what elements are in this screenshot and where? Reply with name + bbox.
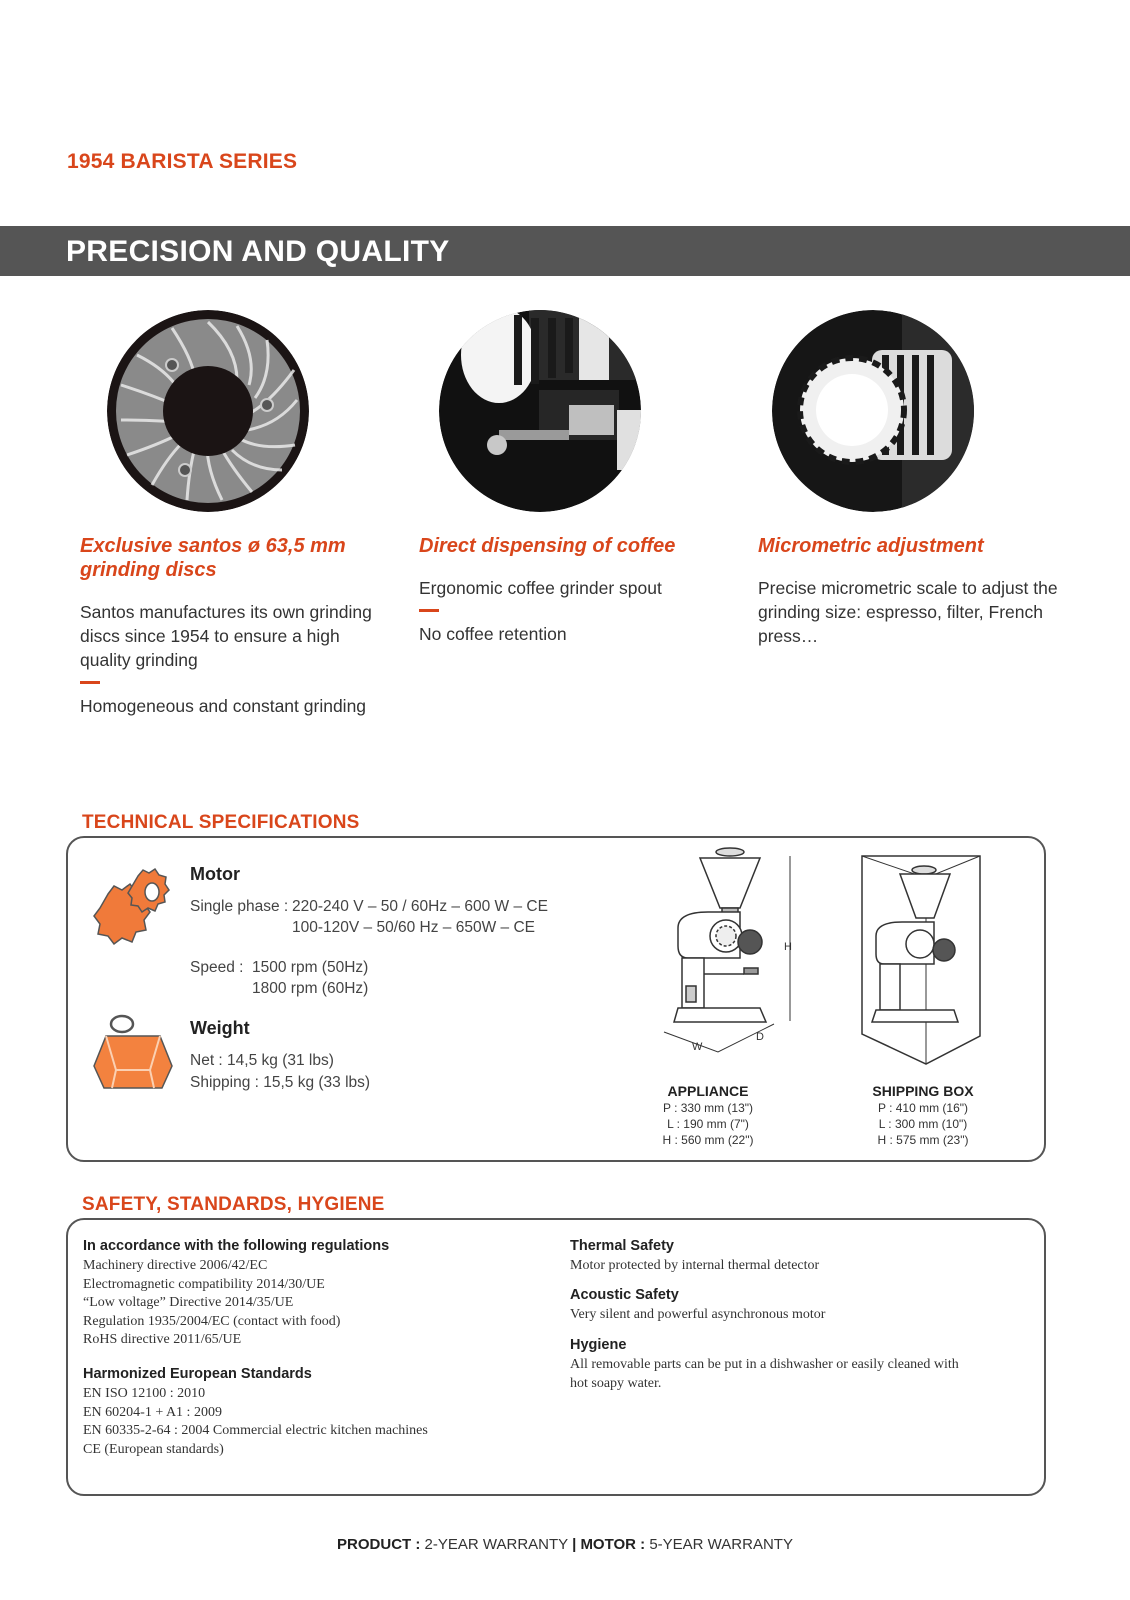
regulation-item: Electromagnetic compatibility 2014/30/UE [83, 1276, 325, 1292]
feature-item: Homogeneous and constant grinding [80, 696, 367, 716]
feature-item: Precise micrometric scale to adjust the grinding size: espresso, filter, French press… [758, 578, 1058, 646]
safety-box [66, 1218, 1046, 1496]
warranty-footer [0, 1536, 1130, 1553]
regulations-list [83, 1257, 543, 1350]
weight-net: Net : 14,5 kg (31 lbs) [190, 1052, 334, 1069]
weight-shipping: Shipping : 15,5 kg (33 lbs) [190, 1074, 371, 1091]
weight-heading: Weight [190, 1018, 250, 1038]
thermal-heading: Thermal Safety [570, 1238, 674, 1254]
feature-title: Direct dispensing of coffee [419, 535, 676, 557]
shipping-box-h: H : 575 mm (23") [877, 1133, 969, 1147]
series-title: 1954 BARISTA SERIES [67, 150, 298, 173]
appliance-title: APPLIANCE [667, 1083, 749, 1099]
standard-item: EN 60204-1 + A1 : 2009 [83, 1404, 222, 1420]
product-warranty-value: 2-YEAR WARRANTY [424, 1536, 568, 1553]
acoustic-heading: Acoustic Safety [570, 1287, 679, 1303]
tech-specs-box [66, 836, 1046, 1162]
motor-warranty-value: 5-YEAR WARRANTY [649, 1536, 793, 1553]
banner [0, 226, 1130, 276]
micrometric-dial-photo [772, 310, 974, 512]
shipping-box-drawing [858, 854, 990, 1066]
appliance-l: L : 190 mm (7") [667, 1117, 749, 1131]
appliance-caption [638, 1082, 778, 1148]
standard-item: EN ISO 12100 : 2010 [83, 1386, 206, 1401]
product-warranty-label: PRODUCT : [337, 1536, 421, 1553]
single-phase-value-2: 100-120V – 50/60 Hz – 650W – CE [292, 919, 535, 936]
standard-item: EN 60335-2-64 : 2004 Commercial electric kitchen machines [83, 1423, 428, 1438]
hygiene-heading: Hygiene [570, 1337, 627, 1353]
gear-icon [88, 864, 172, 956]
banner-title: PRECISION AND QUALITY [66, 235, 450, 268]
appliance-h: H : 560 mm (22") [662, 1133, 754, 1147]
appliance-p: P : 330 mm (13") [662, 1101, 754, 1115]
feature-item: Ergonomic coffee grinder spout [419, 578, 662, 598]
speed-value-2: 1800 rpm (60Hz) [252, 980, 369, 997]
dash-divider [80, 681, 100, 684]
shipping-box-l: L : 300 mm (10") [878, 1117, 968, 1131]
shipping-box-title: SHIPPING BOX [872, 1083, 974, 1099]
speed-value-1: 1500 rpm (50Hz) [252, 959, 369, 976]
safety-title: SAFETY, STANDARDS, HYGIENE [82, 1194, 385, 1215]
spout-photo [439, 310, 641, 512]
motor-heading: Motor [190, 864, 240, 884]
grinding-disc-photo [107, 310, 309, 512]
standards-list [83, 1385, 543, 1459]
single-phase-label: Single phase : [190, 898, 289, 915]
appliance-drawing [648, 846, 798, 1056]
regulations-heading: In accordance with the following regulations [83, 1238, 390, 1254]
dimension-d-label: D [756, 1031, 764, 1043]
regulation-item: Regulation 1935/2004/EC (contact with food) [83, 1313, 341, 1329]
weight-icon [92, 1010, 174, 1092]
shipping-box-p: P : 410 mm (16") [877, 1101, 969, 1115]
thermal-text: Motor protected by internal thermal detector [570, 1258, 820, 1273]
regulation-item: “Low voltage” Directive 2014/35/UE [83, 1295, 294, 1310]
single-phase-value-1: 220-240 V – 50 / 60Hz – 600 W – CE [292, 898, 548, 915]
feature-item: Santos manufactures its own grinding discs since 1954 to ensure a high quality grinding [80, 602, 372, 670]
dimension-w-label: W [692, 1041, 703, 1053]
regulation-item: RoHS directive 2011/65/UE [83, 1332, 242, 1347]
feature-item: No coffee retention [419, 624, 567, 644]
speed-label: Speed : [190, 959, 244, 976]
shipping-box-caption [848, 1082, 998, 1148]
dimension-h-label: H [784, 941, 792, 953]
standard-item: CE (European standards) [83, 1441, 224, 1457]
feature-title: Exclusive santos ø 63,5 mm grinding discs [80, 535, 346, 581]
feature-title: Micrometric adjustment [758, 535, 984, 557]
motor-warranty-label: MOTOR : [580, 1536, 646, 1553]
dash-divider [419, 609, 439, 612]
hygiene-text: All removable parts can be put in a dishwasher or easily cleaned with hot soapy water. [570, 1357, 959, 1391]
standards-heading: Harmonized European Standards [83, 1366, 312, 1382]
regulation-item: Machinery directive 2006/42/EC [83, 1258, 268, 1273]
acoustic-text: Very silent and powerful asynchronous motor [570, 1307, 826, 1322]
tech-specs-title: TECHNICAL SPECIFICATIONS [82, 812, 360, 833]
footer-separator: | [572, 1536, 577, 1553]
